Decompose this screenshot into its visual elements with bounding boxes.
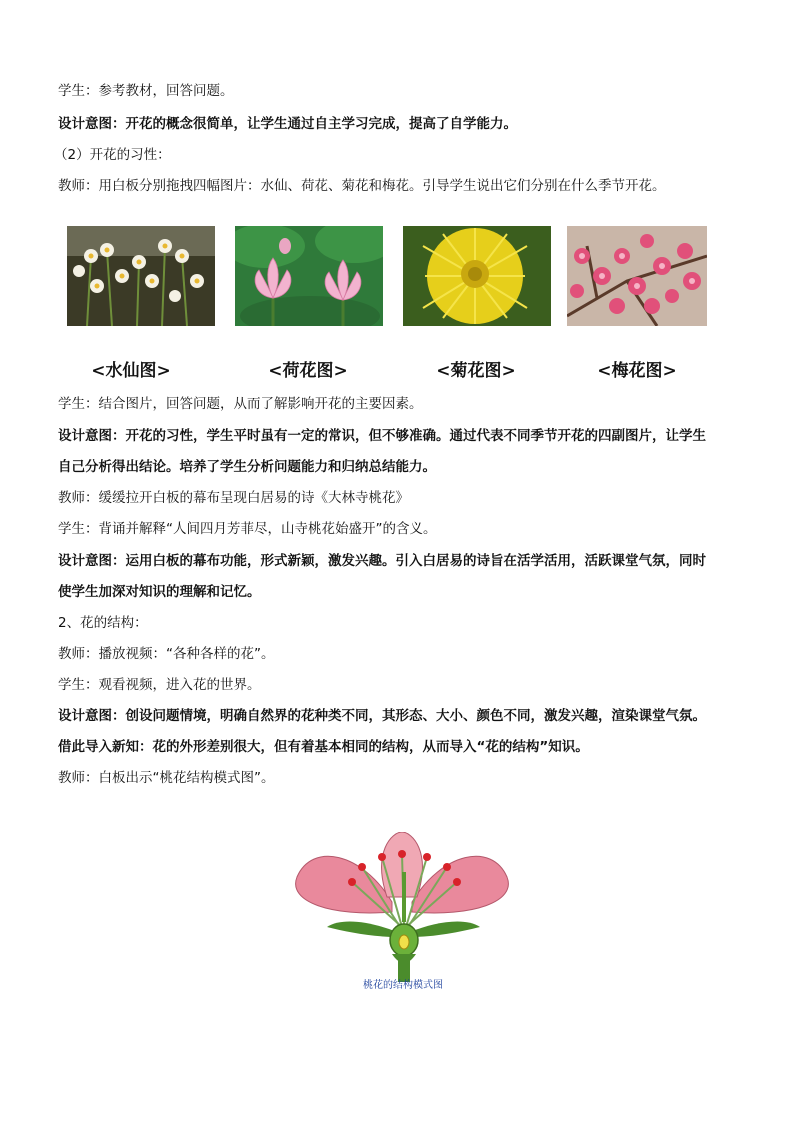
caption-plum: <梅花图> bbox=[597, 361, 677, 381]
caption-narcissus: <水仙图> bbox=[91, 361, 171, 381]
peach-flower-diagram bbox=[292, 832, 514, 992]
text-line: 教师：播放视频：“各种各样的花”。 bbox=[58, 646, 275, 662]
design-intent: 自己分析得出结论。培养了学生分析问题能力和归纳总结能力。 bbox=[58, 459, 436, 475]
text-line: 教师：白板出示“桃花结构模式图”。 bbox=[58, 770, 275, 786]
text-line: 学生：参考教材，回答问题。 bbox=[58, 83, 234, 99]
plum-blossom-image bbox=[567, 226, 707, 326]
design-intent: 设计意图：开花的习性，学生平时虽有一定的常识，但不够准确。通过代表不同季节开花的四副图片，让学生 bbox=[58, 428, 706, 444]
narcissus-image bbox=[67, 226, 215, 326]
text-line: 教师：缓缓拉开白板的幕布呈现白居易的诗《大林寺桃花》 bbox=[58, 490, 409, 506]
design-intent: 使学生加深对知识的理解和记忆。 bbox=[58, 584, 261, 600]
section-heading: （2）开花的习性： bbox=[54, 147, 171, 163]
text-line: 学生：背诵并解释“人间四月芳菲尽，山寺桃花始盛开”的含义。 bbox=[58, 521, 437, 537]
diagram-title: 桃花的结构模式图 bbox=[363, 980, 443, 991]
design-intent: 设计意图：开花的概念很简单，让学生通过自主学习完成，提高了自学能力。 bbox=[58, 116, 517, 132]
text-line: 教师：用白板分别拖拽四幅图片：水仙、荷花、菊花和梅花。引导学生说出它们分别在什么季节开花。 bbox=[58, 178, 666, 194]
text-line: 学生：观看视频，进入花的世界。 bbox=[58, 677, 261, 693]
design-intent: 设计意图：创设问题情境，明确自然界的花种类不同，其形态、大小、颜色不同，激发兴趣，渲染课堂气氛。 bbox=[58, 708, 706, 724]
chrysanthemum-image bbox=[403, 226, 551, 326]
text-line: 学生：结合图片，回答问题，从而了解影响开花的主要因素。 bbox=[58, 396, 423, 412]
design-intent: 设计意图：运用白板的幕布功能，形式新颖，激发兴趣。引入白居易的诗旨在活学活用，活跃课堂气氛，同时 bbox=[58, 553, 706, 569]
lotus-image bbox=[235, 226, 383, 326]
design-intent: 借此导入新知：花的外形差别很大，但有着基本相同的结构，从而导入“花的结构”知识。 bbox=[58, 739, 589, 755]
caption-lotus: <荷花图> bbox=[268, 361, 348, 381]
section-heading: 2、花的结构： bbox=[58, 615, 148, 631]
caption-chrysanthemum: <菊花图> bbox=[436, 361, 516, 381]
